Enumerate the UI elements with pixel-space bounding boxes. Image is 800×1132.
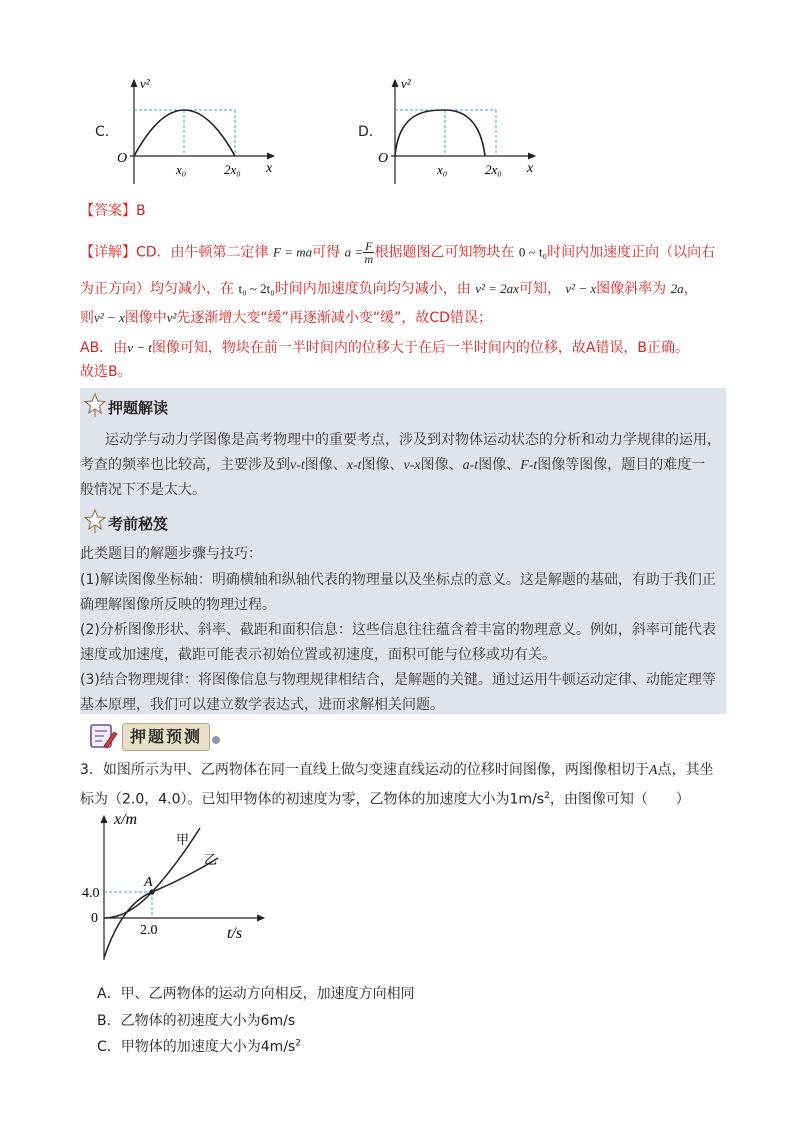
interpretation-heading: 押题解读 [108,399,169,417]
detail-line-5: 故选B。 [80,364,132,380]
interp-text: 图像、 [420,457,463,473]
detail-text: 则 [80,310,94,326]
tips-intro: 此类题目的解题步骤与技巧： [80,546,262,562]
formula-v-t: v − t [127,340,152,355]
interp-text: 考查的频率也比较高，主要涉及到 [80,457,290,473]
graph-option-c [112,72,282,190]
point-a-label: A [144,875,153,890]
interpretation-p2 [80,453,705,478]
q3-option-c [97,1036,301,1056]
star-pin-icon [83,508,107,534]
graph-option-d [373,72,543,190]
option-c-label: C. [95,124,110,140]
term-at: a-t [462,458,479,473]
formula-v2: v² [166,310,177,325]
answer-line [80,201,146,221]
tips-step1-b: 确理解图像所反映的物理过程。 [80,597,276,613]
curve-yi-label: 乙 [204,852,218,867]
detail-text: CD．由牛顿第二定律 [136,244,269,261]
answer-label: 【答案】 [80,203,136,219]
q3-text: 标为（2.0，4.0）。已知甲物体的初速度为零，乙物体的加速度大小为1m/s [80,791,545,808]
x-axis-label: x [527,161,534,176]
detail-text: ， [683,281,698,297]
tips-step3-a: (3)结合物理规律：将图像信息与物理规律相结合，是解题的关键。通过运用牛顿运动定律、动能定理等 [80,672,716,688]
formula-v2-x: v² − x [565,281,597,296]
detail-text: 图像可知，物块在前一半时间内的位移大于在后一半时间内的位移，故A错误，B正确。 [151,340,690,356]
detail-text: 时间内加速度正向（以向右 [547,244,716,261]
curve-yi [104,858,218,958]
tips-step2-b: 速度或加速度，截距可能表示初始位置或初速度，面积可能与位移或功有关。 [80,647,556,663]
point-a-dot [149,889,154,894]
interp-text: 图像、 [304,457,347,473]
detail-text: 根据题图乙可知物块在 [374,244,515,261]
superscript: 2 [544,791,550,801]
detail-text: 可得 [312,244,341,261]
detail-line-2 [80,279,698,299]
origin-label: O [117,151,128,166]
q3-text: 点，其坐 [657,762,714,778]
tips-step2-a: (2)分析图像形状、斜率、截距和面积信息：这些信息往往蕴含着丰富的物理意义。例如，斜率可能代表 [80,622,716,638]
x-axis-label: t/s [227,925,243,942]
term-xt: x-t [346,458,362,473]
detail-text: 先逐渐增大变“缓”再逐渐减小变“缓”，故CD错误； [176,310,492,326]
fraction-numerator: F [365,239,373,253]
tips-step3-b: 基本原理，我们可以建立数学表达式，进而求解相关问题。 [80,697,444,713]
y-tick-4: 4.0 [82,886,100,901]
x-tick-2: 2.0 [140,923,158,938]
formula-0-t0: 0 ~ t₀ [518,244,548,260]
q3-line-1 [80,757,713,784]
tick-x0: x₀ [176,162,187,177]
curve-jia-label: 甲 [176,832,190,847]
y-axis-label: x/m [114,811,138,828]
interp-text: 图像等图像，题目的难度一 [537,457,706,473]
q3-option-b: B．乙物体的初速度大小为6m/s [97,1013,296,1029]
tips-heading: 考前秘笈 [108,515,169,533]
q3-option-a: A．甲、乙两物体的运动方向相反，加速度方向相同 [97,986,415,1002]
detail-text: 可知， [518,281,561,297]
q3-text: 3．如图所示为甲、乙两物体在同一直线上做匀变速直线运动的位移时间图像，两图像相切于 [80,762,649,778]
prediction-banner: 押题预测 [122,723,210,751]
star-pin-icon [83,392,107,418]
x-axis-label: x [266,161,273,176]
detail-label: 【详解】 [80,244,136,261]
detail-line-4 [80,338,689,358]
interpretation-p1: 运动学与动力学图像是高考物理中的重要考点，涉及到对物体运动状态的分析和动力学规律的运用， [105,432,721,448]
graph-q3 [82,808,272,968]
term-vt: v-t [290,458,305,473]
detail-text: 时间内加速度负向均匀减小，由 [274,281,471,297]
tick-2x0: 2x₀ [224,162,241,177]
option-d-label: D. [358,124,374,140]
interp-text: 图像、 [478,457,521,473]
detail-text: AB．由 [80,340,128,356]
q3-option-text: C．甲物体的加速度大小为4m/s [97,1039,296,1055]
tips-step1-a: (1)解读图像坐标轴：明确横轴和纵轴代表的物理量以及坐标点的意义。这是解题的基础，有助于我们正 [80,572,716,588]
superscript: 2 [295,1038,302,1049]
detail-text: 图像斜率为 [596,281,667,297]
interp-text: 图像、 [361,457,404,473]
banner-dot-icon [210,734,222,746]
fraction-f-over-m [363,240,374,265]
term-vx: v-x [403,458,421,473]
formula-v2-x: v² − x [94,310,125,325]
detail-text: 图像中 [124,310,167,326]
notebook-pencil-icon [88,722,118,750]
point-a: A [648,763,658,778]
origin-label: O [378,151,389,166]
y-axis-label: v² [140,76,150,91]
formula-t0-2t0: t₀ ~ 2t₀ [238,281,275,296]
detail-line-1 [80,240,715,265]
formula-v2-2ax: v² = 2ax [475,281,519,296]
formula-2a: 2a [670,281,684,296]
interpretation-p3: 般情况下不是太大。 [80,482,206,498]
q3-text: ，由图像可知（ ） [549,791,690,808]
y-axis-label: v² [401,76,411,91]
curve-d [395,110,485,156]
formula-a-lhs: a = [344,244,364,260]
tick-x0: x₀ [437,162,448,177]
term-ft: F-t [520,458,538,473]
detail-line-3 [80,308,492,328]
fraction-denominator: m [364,252,374,266]
tick-2x0: 2x₀ [485,162,502,177]
detail-text: 为正方向）均匀减小，在 [80,281,234,297]
origin-label: 0 [91,911,98,926]
formula-f-ma: F = ma [273,244,313,260]
answer-value: B [136,203,146,219]
